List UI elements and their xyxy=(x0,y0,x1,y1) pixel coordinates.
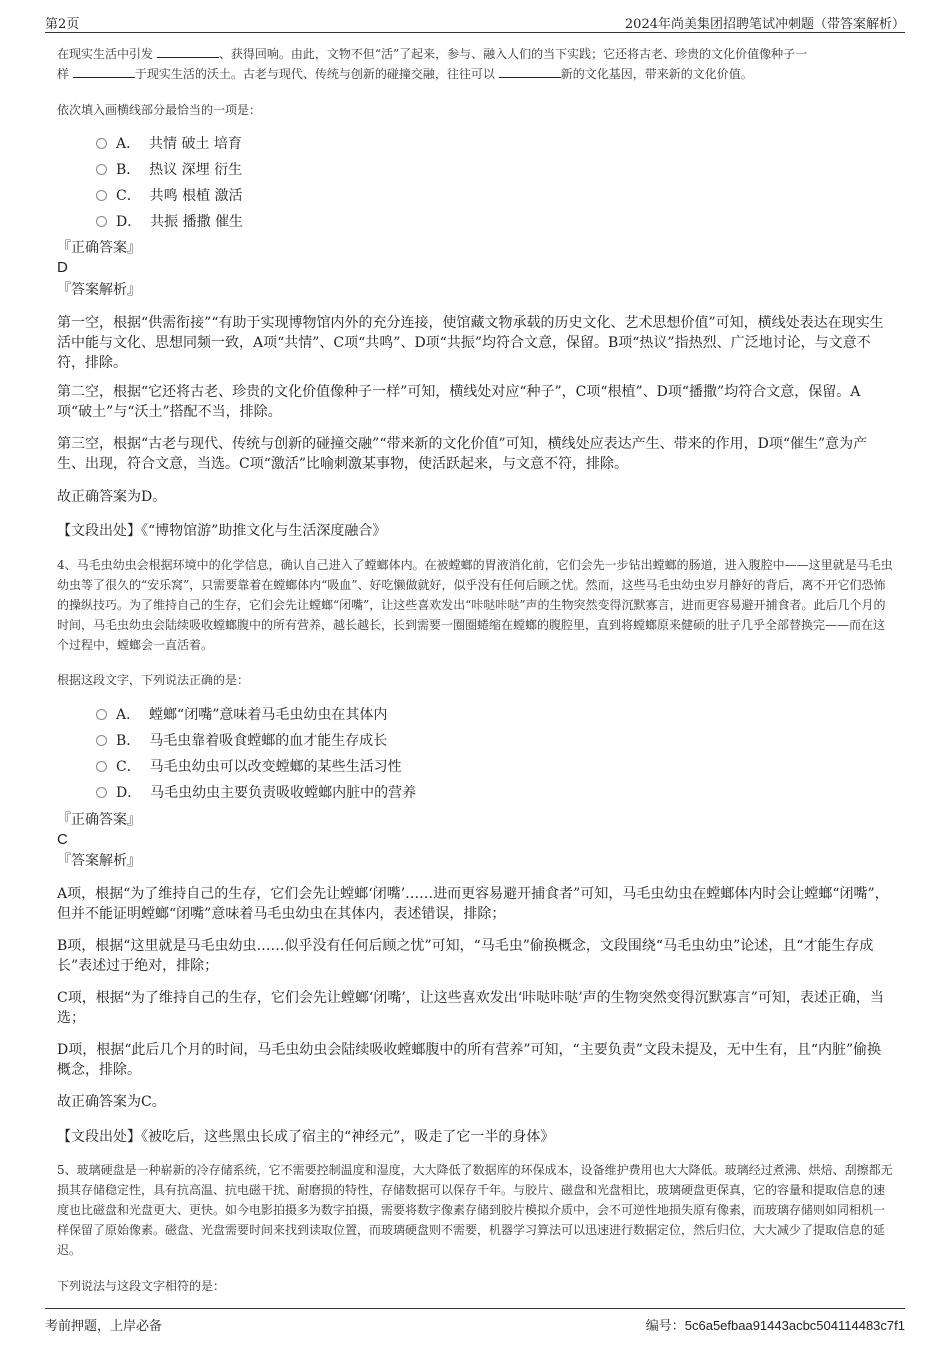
q3-source xyxy=(57,520,895,540)
q3-option-a[interactable]: A． 共情 破土 培育 xyxy=(96,133,242,155)
q5-passage: 5、玻璃硬盘是一种崭新的冷存储系统，它不需要控制温度和湿度，大大降低了数据库的环保成本，设备维护费用也大大降低。玻璃经过煮沸、烘焙、刮擦都无损其存储稳定性，具有抗高温、抗电磁干扰、耐磨损的特性，存储数据可以保存千年。与胶片、磁盘和光盘相比，玻璃硬盘更保真，它的容量和提取信息的速度也比磁盘和光盘更大、更快。如今电影拍摄多为数字拍摄，需要将数字像素存储到胶片模拟介质中，会不可逆性地损失原有像素，而玻璃存储则如同相机一样保留了原始像素。磁盘、光盘需要时间来找到读取位置，而玻璃硬盘则不需要，机器学习算法可以迅速进行数据定位，然后归位，大大减少了提取信息的延迟。 xyxy=(57,1163,893,1257)
q3-analysis-1: 第一空，根据“供需衔接”“有助于实现博物馆内外的充分连接，使馆藏文物承载的历史文化、艺术思想价值”可知，横线处表达在现实生活中能与文化、思想同频一致，A项“共情”、C项“共鸣”、D项“共振”均符合文意，保留。B项“热议”指热烈、广泛地讨论，与文意不符，排除。 xyxy=(57,315,884,371)
q4-analysis-label: 『答案解析』 xyxy=(57,853,141,869)
source-title: 《“博物馆游”助推文化与生活深度融合》 xyxy=(141,523,387,539)
radio-icon[interactable] xyxy=(96,761,107,772)
q3-conclusion: 故正确答案为D。 xyxy=(57,489,167,505)
source-label: 【文段出处】 xyxy=(57,1129,141,1145)
document-title: 2024年尚美集团招聘笔试冲刺题（带答案解析） xyxy=(624,17,905,32)
document-code: 编号：5c6a5efbaa91443acbc504114483c7f1 xyxy=(645,1318,905,1333)
q4-option-d[interactable]: D． 马毛虫幼虫主要负责吸收螳螂内脏中的营养 xyxy=(96,782,416,804)
q3-passage: 在现实生活中引发 、获得回响。由此，文物不但“活”了起来，参与、融入人们的当下实践；它还将古老、珍贵的文化价值像种子一 样 于现实生活的沃土。古老与现代、传统与创新的碰撞交融，往往可以 新的文化基因，带来新的文化价值。 xyxy=(57,47,808,81)
q4-answer: C xyxy=(57,831,68,848)
q4-conclusion: 故正确答案为C。 xyxy=(57,1094,166,1110)
radio-icon[interactable] xyxy=(96,164,107,175)
radio-icon[interactable] xyxy=(96,735,107,746)
page-header xyxy=(45,10,905,33)
blank-2 xyxy=(73,65,135,78)
q3-question: 依次填入画横线部分最恰当的一项是： xyxy=(57,103,262,117)
q4-option-c[interactable]: C． 马毛虫幼虫可以改变螳螂的某些生活习性 xyxy=(96,756,402,778)
radio-icon[interactable] xyxy=(96,787,107,798)
page-footer xyxy=(45,1308,905,1333)
source-title: 《被吃后，这些黑虫长成了宿主的“神经元”，吸走了它一半的身体》 xyxy=(141,1129,555,1145)
radio-icon[interactable] xyxy=(96,216,107,227)
q4-analysis-c: C项，根据“为了维持自己的生存，它们会先让螳螂‘闭嘴’，让这些喜欢发出‘咔哒咔哒’声的生物突然变得沉默寡言”可知，表述正确，当选； xyxy=(57,990,884,1026)
q3-option-c[interactable]: C． 共鸣 根植 激活 xyxy=(96,185,243,207)
q4-analysis-a: A项，根据“为了维持自己的生存，它们会先让螳螂‘闭嘴’……进而更容易避开捕食者”可知，马毛虫幼虫在螳螂体内时会让螳螂“闭嘴”，但并不能证明螳螂“闭嘴”意味着马毛虫幼虫在其体内，表述错误，排除； xyxy=(57,886,889,922)
q4-option-b[interactable]: B． 马毛虫靠着吸食螳螂的血才能生存成长 xyxy=(96,730,387,752)
q4-analysis-d: D项，根据“此后几个月的时间，马毛虫幼虫会陆续吸收螳螂腹中的所有营养”可知，“主要负责”文段未提及，无中生有，且“内脏”偷换概念，排除。 xyxy=(57,1042,882,1078)
q3-analysis-label: 『答案解析』 xyxy=(57,282,141,298)
q3-analysis-3: 第三空，根据“古老与现代、传统与创新的碰撞交融”“带来新的文化价值”可知，横线处应表达产生、带来的作用，D项“催生”意为产生、出现，符合文意，当选。C项“激活”比喻刺激某事物，使活跃起来，与文意不符，排除。 xyxy=(57,436,868,472)
q3-answer-label: 『正确答案』 xyxy=(57,240,141,256)
q4-analysis-b: B项，根据“这里就是马毛虫幼虫……似乎没有任何后顾之忧”可知，“马毛虫”偷换概念，文段围绕“马毛虫幼虫”论述，且“才能生存成长”表述过于绝对，排除； xyxy=(57,938,874,974)
q3-option-b[interactable]: B． 热议 深埋 衍生 xyxy=(96,159,242,181)
q5-question: 下列说法与这段文字相符的是： xyxy=(57,1279,226,1293)
radio-icon[interactable] xyxy=(96,138,107,149)
blank-3 xyxy=(499,65,561,78)
source-label: 【文段出处】 xyxy=(57,523,141,539)
q4-source xyxy=(57,1126,895,1146)
q3-option-d[interactable]: D． 共振 播撒 催生 xyxy=(96,211,243,233)
blank-1 xyxy=(157,45,219,58)
q4-answer-label: 『正确答案』 xyxy=(57,812,141,828)
q4-option-a[interactable]: A． 螳螂“闭嘴”意味着马毛虫幼虫在其体内 xyxy=(96,704,387,726)
q3-answer: D xyxy=(57,259,68,276)
footer-note: 考前押题，上岸必备 xyxy=(45,1319,163,1334)
q3-analysis-2: 第二空，根据“它还将古老、珍贵的文化价值像种子一样”可知，横线处对应“种子”，C项“根植”、D项“播撒”均符合文意，保留。A项“破土”与“沃土”搭配不当，排除。 xyxy=(57,384,861,420)
radio-icon[interactable] xyxy=(96,190,107,201)
radio-icon[interactable] xyxy=(96,709,107,720)
q4-question: 根据这段文字，下列说法正确的是： xyxy=(57,673,250,687)
q4-passage: 4、马毛虫幼虫会根据环境中的化学信息，确认自己进入了螳螂体内。在被螳螂的胃液消化前，它们会先一步钻出螳螂的肠道，进入腹腔中——这里就是马毛虫幼虫等了很久的“安乐窝”，只需要靠着在螳螂体内“吸血”、好吃懒做就好，似乎没有任何后顾之忧。然而，这些马毛虫幼虫岁月静好的背后，离不开它们恐怖的操纵技巧。为了维持自己的生存，它们会先让螳螂“闭嘴”，让这些喜欢发出“咔哒咔哒”声的生物突然变得沉默寡言，进而更容易避开捕食者。此后几个月的时间，马毛虫幼虫会陆续吸收螳螂腹中的所有营养，越长越长，长到需要一圈圈蜷缩在螳螂的腹腔里，直到将螳螂原来健硕的肚子几乎全部替换完——而在这个过程中，螳螂会一直活着。 xyxy=(57,558,893,652)
page-number: 第2页 xyxy=(45,17,80,32)
